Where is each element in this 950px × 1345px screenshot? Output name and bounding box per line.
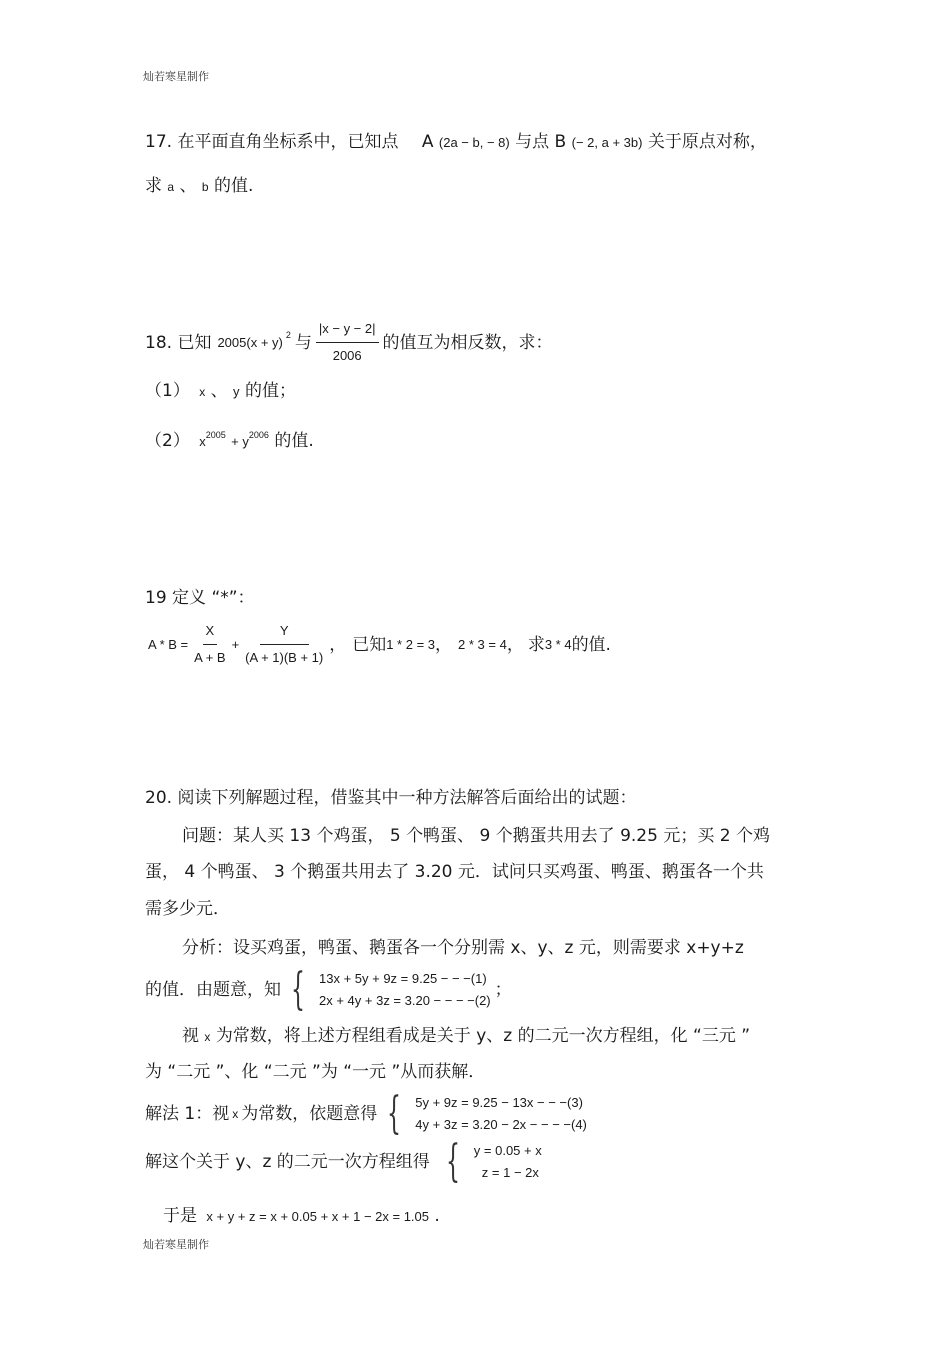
q18-p1-label: （1） xyxy=(145,381,190,401)
q17-point-b-coord: (− 2, a + 3b) xyxy=(571,135,643,150)
q19-c3: 3 * 4 xyxy=(544,636,572,652)
q20-problem-line-1: 问题：某人买 13 个鸡蛋， 5 个鸭蛋、 9 个鹅蛋共用去了 9.25 元；买 2 个鸡 xyxy=(182,826,770,846)
q18-fraction xyxy=(316,318,379,367)
q18-prefix: 18. 已知 xyxy=(145,332,212,353)
question-19-title: 19 定义 “*”： xyxy=(145,588,255,608)
q20-view-line-2: 为 “二元 ”、化 “二元 ”为 “一元 ”从而获解． xyxy=(145,1062,486,1082)
q20-analysis-text: 的值．由题意，知 xyxy=(145,980,281,1000)
q20-sol-eq1: y = 0.05 + x xyxy=(473,1143,542,1158)
q19-f1-denominator: A + B xyxy=(194,650,226,665)
q20-final-line xyxy=(163,1205,440,1228)
brace-icon: { xyxy=(445,1136,460,1187)
q20-method1-pre: 解法 1：视 xyxy=(145,1104,230,1124)
question-18-line-1 xyxy=(145,318,553,367)
q18-p1-y: y xyxy=(233,384,240,399)
q17-mid: 与点 xyxy=(515,132,550,152)
q19-f2-denominator: (A + 1)(B + 1) xyxy=(245,650,324,665)
q19-fraction-1 xyxy=(191,620,228,669)
page-footer: 灿若寒星制作 xyxy=(143,1238,209,1251)
q19-lhs: A * B = xyxy=(148,636,189,652)
q19-c2: 2 * 3 = 4 xyxy=(458,636,507,652)
q18-p1-post: 的值； xyxy=(244,381,296,401)
q20-sys2-eq1: 5y + 9z = 9.25 − 13x − − −(3) xyxy=(415,1095,583,1110)
q17-tail: 关于原点对称， xyxy=(647,132,767,152)
q18-p1-sep: 、 xyxy=(210,381,228,401)
q18-frac-numerator: |x − y − 2| xyxy=(316,318,379,343)
q17-line2-pre: 求 xyxy=(145,176,162,196)
q19-comma-3: ， xyxy=(506,634,524,655)
q20-sys1-eq1: 13x + 5y + 9z = 9.25 − − −(1) xyxy=(319,971,487,986)
question-18-part-1 xyxy=(145,380,296,403)
q20-analysis-line-2 xyxy=(145,964,512,1015)
q19-ask-post: 的值. xyxy=(571,634,611,655)
q17-point-a-coord: (2a − b, − 8) xyxy=(438,135,510,150)
q19-f1-numerator: X xyxy=(203,620,218,645)
q17-prefix: 17. 在平面直角坐标系中，已知点 xyxy=(145,132,399,152)
q17-point-b: B xyxy=(554,132,567,152)
q20-sol-eq2: z = 1 − 2x xyxy=(481,1165,539,1180)
q17-var-a: a xyxy=(167,180,175,194)
q19-c1: 1 * 2 = 3 xyxy=(386,636,436,652)
q18-frac-denominator: 2006 xyxy=(332,348,362,363)
q19-fraction-2 xyxy=(242,620,326,669)
q18-p1-x: x xyxy=(199,385,206,399)
q18-p2-plus-y: + y xyxy=(231,434,249,449)
q20-final-eq: x + y + z = x + 0.05 + x + 1 − 2x = 1.05 xyxy=(206,1209,429,1224)
question-19-definition xyxy=(148,620,611,669)
q20-method-1 xyxy=(145,1088,587,1139)
q18-p2-exp2: 2006 xyxy=(248,430,269,440)
q19-f2-numerator: Y xyxy=(260,620,309,645)
q20-sys1-end: ； xyxy=(494,980,512,1000)
question-17-line-1 xyxy=(145,131,767,154)
q19-comma: ， xyxy=(329,634,347,655)
q20-view-post: 为常数，将上述方程组看成是关于 y、z 的二元一次方程组，化 “三元 ” xyxy=(215,1026,751,1046)
q18-expr: 2005(x + y) xyxy=(217,334,283,350)
q20-analysis-line-1: 分析：设买鸡蛋，鸭蛋、鹅蛋各一个分别需 x、y、z 元，则需要求 x+y+z xyxy=(182,938,744,958)
page-header: 灿若寒星制作 xyxy=(143,70,209,83)
q20-final-pre: 于是 xyxy=(163,1206,197,1226)
q18-conj: 与 xyxy=(294,332,312,353)
q18-suffix: 的值互为相反数，求： xyxy=(382,332,553,353)
q20-sys2-eq2: 4y + 3z = 3.20 − 2x − − − −(4) xyxy=(415,1117,587,1132)
q17-line2-post: 的值. xyxy=(214,176,254,196)
q20-final-end: . xyxy=(434,1206,440,1226)
q20-sys1-eq2: 2x + 4y + 3z = 3.20 − − − −(2) xyxy=(319,993,491,1008)
q19-known: 已知 xyxy=(352,634,387,655)
q17-sep: 、 xyxy=(179,176,197,196)
q18-p2-x: x xyxy=(199,434,206,449)
question-17-line-2 xyxy=(145,175,253,198)
q18-p2-post: 的值. xyxy=(274,431,314,451)
q18-p2-label: （2） xyxy=(145,431,190,451)
q19-plus: + xyxy=(231,636,240,652)
q20-solve-text: 解这个关于 y、z 的二元一次方程组得 xyxy=(145,1152,430,1172)
q19-comma-2: ， xyxy=(435,634,453,655)
brace-icon: { xyxy=(387,1088,402,1139)
q20-solve-line xyxy=(145,1136,542,1187)
q20-solution-system xyxy=(445,1136,542,1187)
q18-p2-exp1: 2005 xyxy=(205,430,226,440)
q20-problem-line-2: 蛋， 4 个鸭蛋、 3 个鹅蛋共用去了 3.20 元．试问只买鸡蛋、鸭蛋、鹅蛋各一个共 xyxy=(145,862,764,882)
q17-var-b: b xyxy=(201,180,209,194)
q20-method1-x: x xyxy=(232,1107,239,1121)
q20-system-2 xyxy=(387,1088,587,1139)
q20-method1-post: 为常数，依题意得 xyxy=(241,1104,378,1124)
q20-problem-line-3: 需多少元． xyxy=(145,899,230,919)
q18-exp: 2 xyxy=(285,329,291,340)
q17-point-a: A xyxy=(421,132,434,152)
q20-view-line-1 xyxy=(182,1025,750,1048)
q20-view-x: x xyxy=(204,1030,211,1044)
question-20-intro: 20. 阅读下列解题过程，借鉴其中一种方法解答后面给出的试题： xyxy=(145,788,637,808)
q19-ask-pre: 求 xyxy=(527,634,545,655)
brace-icon: { xyxy=(291,964,305,1015)
question-18-part-2 xyxy=(145,430,314,454)
q20-view-pre: 视 xyxy=(182,1026,199,1046)
q20-system-1 xyxy=(291,964,491,1015)
